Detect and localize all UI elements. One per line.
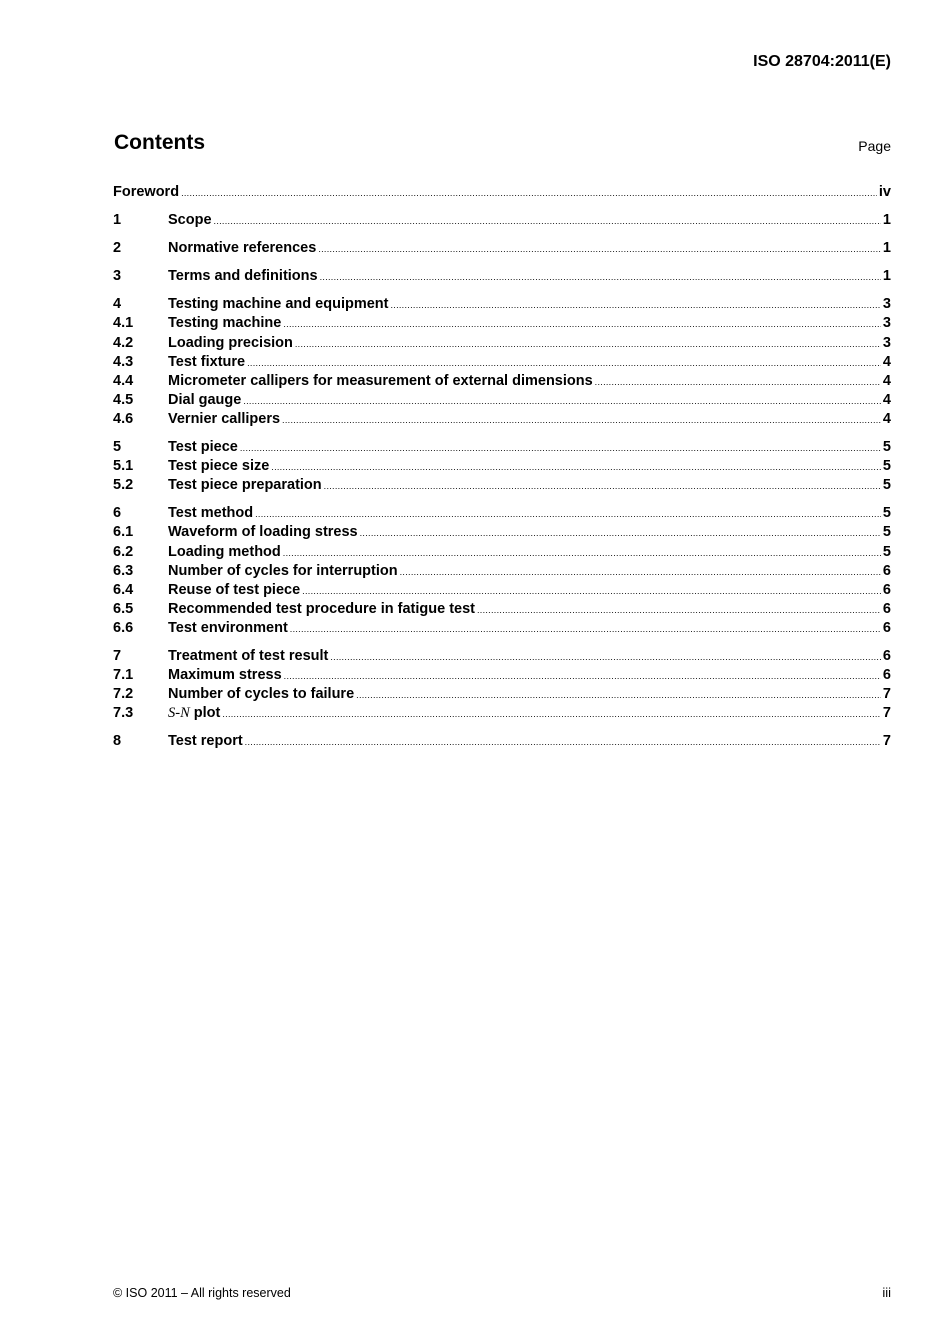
toc-leader-dots	[271, 458, 881, 476]
toc-entry-title: Test piece	[168, 439, 238, 456]
toc-entry-page: 7	[882, 733, 891, 750]
toc-leader-dots	[290, 620, 881, 638]
toc-entry-number: 6.2	[113, 543, 134, 560]
toc-entry-number: 4.1	[113, 315, 134, 332]
toc-entry-page: 5	[882, 524, 891, 541]
toc-entry-page: 5	[882, 439, 891, 456]
toc-entry-title: Normative references	[168, 240, 317, 257]
toc-entry-page: 5	[882, 543, 891, 560]
toc-entry-test-method[interactable]	[113, 504, 891, 523]
toc-entry-testing-machine-and-equipment[interactable]	[113, 295, 891, 314]
toc-leader-dots	[295, 335, 881, 353]
toc-group-4	[113, 295, 891, 429]
toc-entry-loading-precision[interactable]	[113, 334, 891, 353]
toc-entry-page: 6	[882, 619, 891, 636]
toc-leader-dots	[243, 392, 881, 410]
toc-entry-vernier-callipers[interactable]	[113, 410, 891, 429]
toc-entry-title: Scope	[168, 212, 212, 229]
toc-entry-number: 6	[113, 505, 122, 522]
toc-group-7	[113, 647, 891, 723]
toc-entry-title: Test environment	[168, 619, 288, 636]
toc-leader-dots	[222, 705, 881, 723]
toc-entry-test-environment[interactable]	[113, 619, 891, 638]
toc-entry-title: Test fixture	[168, 353, 246, 370]
toc-entry-waveform-of-loading-stress[interactable]	[113, 523, 891, 542]
toc-entry-page: 4	[882, 372, 891, 389]
toc-entry-page: iv	[878, 184, 891, 200]
toc-leader-dots	[356, 686, 881, 704]
toc-group-foreword	[113, 183, 891, 202]
copyright-notice: © ISO 2011 – All rights reserved	[113, 1286, 291, 1300]
toc-entry-foreword[interactable]	[113, 183, 891, 202]
toc-leader-dots	[302, 582, 881, 600]
toc-entry-title: Test report	[168, 733, 243, 750]
toc-entry-title: Waveform of loading stress	[168, 524, 358, 541]
toc-entry-number: 7.2	[113, 686, 134, 703]
toc-leader-dots	[282, 411, 881, 429]
toc-entry-page: 6	[882, 562, 891, 579]
toc-entry-number: 8	[113, 733, 122, 750]
toc-entry-title: Terms and definitions	[168, 268, 318, 285]
toc-entry-title-italic: S-N	[168, 705, 190, 722]
toc-entry-number: 4.6	[113, 410, 134, 427]
toc-entry-title: Reuse of test piece	[168, 581, 301, 598]
toc-entry-title: Number of cycles for interruption	[168, 562, 398, 579]
toc-entry-number: 4.3	[113, 353, 134, 370]
toc-group-3	[113, 267, 891, 286]
toc-entry-number: 4.2	[113, 334, 134, 351]
toc-entry-page: 1	[882, 268, 891, 285]
toc-entry-title: Micrometer callipers for measurement of external dimensions	[168, 372, 593, 389]
toc-entry-number: 6.4	[113, 581, 134, 598]
toc-entry-number: 6.6	[113, 619, 134, 636]
toc-entry-number: 5.2	[113, 477, 134, 494]
toc-leader-dots	[284, 667, 881, 685]
toc-entry-number: 4.5	[113, 391, 134, 408]
toc-entry-treatment-of-test-result[interactable]	[113, 647, 891, 666]
toc-group-5	[113, 438, 891, 495]
toc-entry-page: 3	[882, 315, 891, 332]
toc-entry-title: Foreword	[113, 184, 180, 200]
toc-entry-test-piece-preparation[interactable]	[113, 476, 891, 495]
toc-leader-dots	[330, 648, 881, 666]
toc-entry-title: Loading precision	[168, 334, 293, 351]
toc-entry-page: 7	[882, 705, 891, 722]
toc-entry-sn-plot[interactable]	[113, 704, 891, 723]
table-of-contents	[113, 183, 891, 760]
toc-entry-title: Number of cycles to failure	[168, 686, 355, 703]
toc-entry-title: Loading method	[168, 543, 281, 560]
toc-entry-title: Test piece size	[168, 458, 270, 475]
toc-entry-loading-method[interactable]	[113, 543, 891, 562]
toc-entry-testing-machine[interactable]	[113, 314, 891, 333]
toc-entry-number: 6.1	[113, 524, 134, 541]
toc-entry-title: Testing machine	[168, 315, 282, 332]
toc-entry-title: Dial gauge	[168, 391, 242, 408]
toc-entry-page: 6	[882, 581, 891, 598]
toc-group-8	[113, 732, 891, 751]
toc-entry-number: 1	[113, 212, 122, 229]
toc-leader-dots	[240, 439, 881, 457]
toc-entry-page: 4	[882, 410, 891, 427]
toc-entry-number: 5.1	[113, 458, 134, 475]
toc-entry-number: 6.3	[113, 562, 134, 579]
toc-entry-micrometer-callipers[interactable]	[113, 372, 891, 391]
toc-entry-title: Test method	[168, 505, 254, 522]
toc-leader-dots	[400, 563, 881, 581]
toc-entry-maximum-stress[interactable]	[113, 666, 891, 685]
toc-group-1	[113, 211, 891, 230]
toc-leader-dots	[320, 268, 881, 286]
document-id: ISO 28704:2011(E)	[753, 53, 891, 70]
toc-leader-dots	[245, 733, 881, 751]
toc-entry-terms-and-definitions[interactable]	[113, 267, 891, 286]
toc-entry-title: Recommended test procedure in fatigue test	[168, 600, 475, 617]
toc-entry-page: 3	[882, 334, 891, 351]
toc-leader-dots	[283, 315, 881, 333]
toc-entry-recommended-test-procedure[interactable]	[113, 600, 891, 619]
toc-entry-number: 6.5	[113, 600, 134, 617]
toc-entry-dial-gauge[interactable]	[113, 391, 891, 410]
toc-entry-normative-references[interactable]	[113, 239, 891, 258]
toc-entry-number: 4	[113, 296, 122, 313]
toc-leader-dots	[390, 296, 880, 314]
toc-entry-page: 4	[882, 391, 891, 408]
toc-entry-number: 7.1	[113, 667, 134, 684]
toc-entry-title: Treatment of test result	[168, 647, 329, 664]
page-number: iii	[882, 1285, 891, 1300]
toc-entry-test-piece-size[interactable]	[113, 457, 891, 476]
toc-entry-number: 7	[113, 647, 122, 664]
toc-leader-dots	[247, 354, 881, 372]
toc-entry-number: 5	[113, 439, 122, 456]
toc-leader-dots	[318, 240, 881, 258]
toc-entry-title	[168, 704, 220, 723]
toc-entry-page: 3	[882, 296, 891, 313]
toc-leader-dots	[324, 477, 881, 495]
toc-leader-dots	[181, 184, 877, 202]
toc-leader-dots	[283, 544, 881, 562]
contents-heading: Contents	[114, 131, 205, 154]
toc-entry-page: 4	[882, 353, 891, 370]
toc-entry-title: Vernier callipers	[168, 410, 281, 427]
toc-group-2	[113, 239, 891, 258]
toc-leader-dots	[214, 212, 881, 230]
toc-entry-page: 5	[882, 505, 891, 522]
toc-entry-test-piece[interactable]	[113, 438, 891, 457]
toc-entry-reuse-of-test-piece[interactable]	[113, 581, 891, 600]
toc-leader-dots	[255, 505, 881, 523]
toc-entry-scope[interactable]	[113, 211, 891, 230]
toc-entry-test-report[interactable]	[113, 732, 891, 751]
toc-entry-number-of-cycles-for-interruption[interactable]	[113, 562, 891, 581]
toc-entry-page: 5	[882, 458, 891, 475]
toc-entry-page: 5	[882, 477, 891, 494]
toc-entry-title: Test piece preparation	[168, 477, 322, 494]
toc-entry-number: 2	[113, 240, 122, 257]
toc-entry-title-rest: plot	[189, 705, 221, 722]
toc-entry-page: 1	[882, 212, 891, 229]
toc-entry-page: 6	[882, 600, 891, 617]
toc-entry-page: 6	[882, 667, 891, 684]
toc-entry-number: 7.3	[113, 705, 134, 722]
toc-entry-page: 1	[882, 240, 891, 257]
toc-entry-number-of-cycles-to-failure[interactable]	[113, 685, 891, 704]
toc-leader-dots	[595, 373, 881, 391]
toc-entry-page: 6	[882, 647, 891, 664]
toc-entry-number: 4.4	[113, 372, 134, 389]
toc-leader-dots	[360, 524, 881, 542]
toc-entry-test-fixture[interactable]	[113, 353, 891, 372]
toc-entry-title: Testing machine and equipment	[168, 296, 389, 313]
toc-entry-number: 3	[113, 268, 122, 285]
toc-entry-title: Maximum stress	[168, 667, 282, 684]
page-column-label: Page	[858, 138, 891, 154]
toc-entry-page: 7	[882, 686, 891, 703]
toc-leader-dots	[477, 601, 881, 619]
toc-group-6	[113, 504, 891, 638]
